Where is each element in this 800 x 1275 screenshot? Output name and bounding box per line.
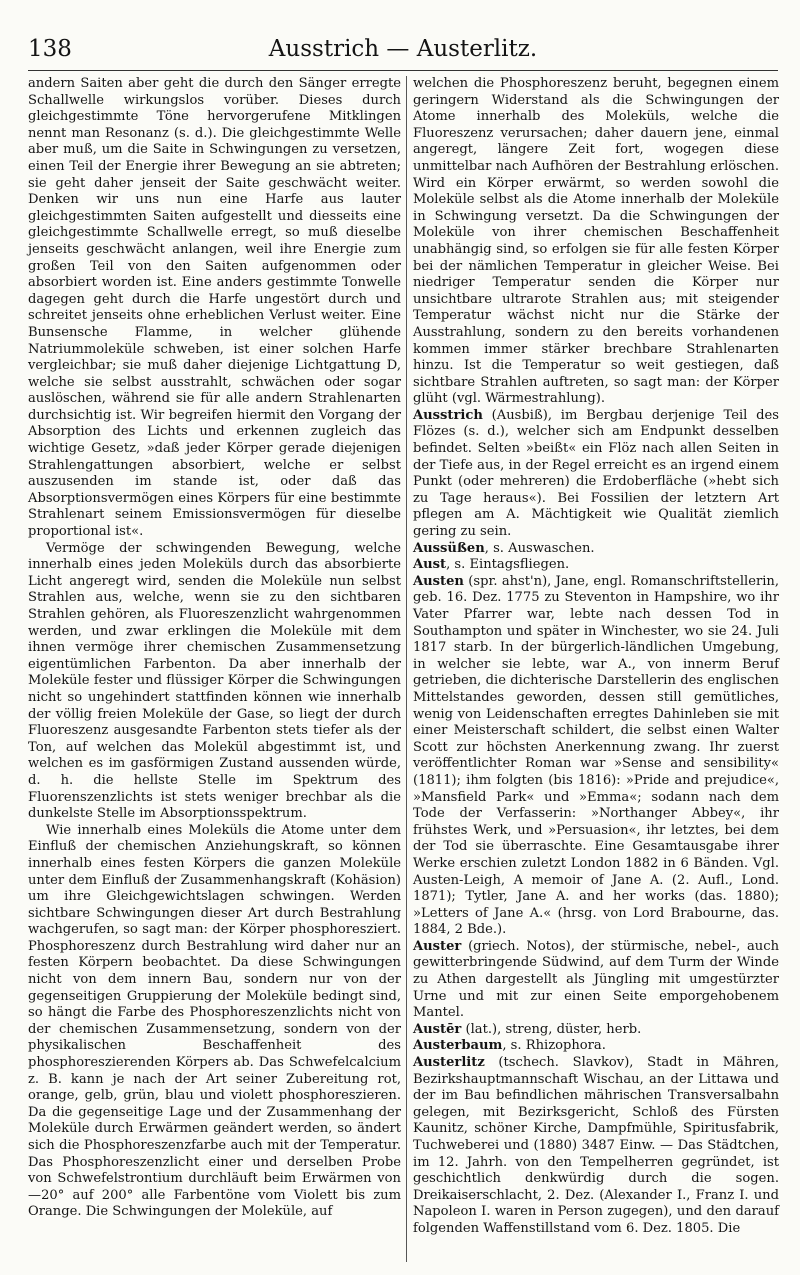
paragraph: andern Saiten aber geht die durch den Sänger erregte Schallwelle wirkungslos vorüber. Dieses durch gleichgestimmte Töne hervorgerufene Mitklingen nennt man Resonanz (s. d.). Die gleichgestimmte Welle aber muß, um die Saite in Schwingungen zu versetzen, einen Teil der Energie ihrer Bewegung an sie abtreten; sie geht daher jenseit der Saite geschwächt weiter. Denken wir uns nun eine Harfe aus lauter gleichgestimmten Saiten aufgestellt und diesseits eine gleichgestimmte Schallwelle erregt, so muß dieselbe jenseits geschwächt anlangen, weil ihre Energie zum großen Teil von den Saiten aufgenommen oder absorbiert worden ist. Eine anders gestimmte Tonwelle dagegen geht durch die Harfe ungestört durch und schreitet jenseits ohne erheblichen Verlust weiter. Eine Bunsensche Flamme, in welcher glühende Natriummoleküle schweben, ist einer solchen Harfe vergleichbar; sie muß daher diejenige Lichtgattung D, welche sie selbst ausstrahlt, schwächen oder sogar auslöschen, während sie für alle andern Strahlenarten durchsichtig ist. Wir begreifen hiermit den Vorgang der Absorption des Lichts und erkennen zugleich das wichtige Gesetz, »daß jeder Körper gerade diejenigen Strahlengattungen absorbiert, welche er selbst auszusenden im stande ist, oder daß das Absorptionsvermögen eines Körpers für eine bestimmte Strahlenart seinem Emissionsvermögen für dieselbe proportional ist«. [28,76,401,540]
entry-lemma: Austerlitz [413,1055,485,1071]
running-head: Ausstrich — Austerlitz. [268,36,538,62]
right-column [413,76,779,1266]
entry-text: (tschech. Slavkov), Stadt in Mähren, Bezirkshauptmannschaft Wischau, an der Littawa und der im Bau befindlichen mährischen Transversalbahn gelegen, mit Bezirksgericht, Schloß des Fürsten Kaunitz, schöner Kirche, Dampfmühle, Spiritusfabrik, Tuchweberei und (1880) 3487 Einw. — Das Städtchen, im 12. Jahrh. von den Tempelherren gegründet, ist geschichtlich denkwürdig durch die sogen. Dreikaiserschlacht, 2. Dez. (Alexander I., Franz I. und Napoleon I. waren in Person zugegen), und den darauf folgenden Waffenstillstand vom 6. Dez. 1805. Die [413,1055,779,1236]
entry-auster [413,939,779,1022]
entry-lemma: Austēr [413,1021,462,1037]
header-rule [28,70,778,71]
entry-auster-lat [413,1022,779,1039]
entry-ausstrich [413,408,779,541]
entry-text: (griech. Notos), der stürmische, nebel-, auch gewitterbringende Südwind, auf dem Turm der Winde zu Athen dargestellt als Jüngling mit umgestürzter Urne und mit zur einen Seite emporgehobenem Mantel. [413,938,779,1021]
entry-text: , s. Eintagsfliegen. [446,557,570,573]
entry-aussuessen [413,541,779,558]
entry-text: , s. Rhizophora. [502,1038,606,1054]
paragraph: Wie innerhalb eines Moleküls die Atome unter dem Einfluß der chemischen Anziehungskraft, so können innerhalb eines festen Körpers die ganzen Moleküle unter dem Einfluß der Zusammenhangskraft (Kohäsion) um ihre Gleichgewichtslagen schwingen. Werden sichtbare Schwingungen dieser Art durch Bestrahlung wachgerufen, so sagt man: der Körper phosphoresziert. Phosphoreszenz durch Bestrahlung wird daher nur an festen Körpern beobachtet. Da diese Schwingungen nicht von dem innern Bau, sondern nur von der gegenseitigen Gruppierung der Moleküle bedingt sind, so hängt die Farbe des Phosphoreszenzlichts nicht von der chemischen Zusammensetzung, sondern von der physikalischen Beschaffenheit des phosphoreszierenden Körpers ab. Das Schwefelcalcium z. B. kann je nach der Art seiner Zubereitung rot, orange, gelb, grün, blau und violett phosphoreszieren. Da die gegenseitige Lage und der Zusammenhang der Moleküle durch Erwärmen geändert werden, so ändert sich die Phosphoreszenzfarbe auch mit der Temperatur. Das Phosphoreszenzlicht einer und derselben Probe von Schwefelstrontium durchläuft beim Erwärmen von —20° auf 200° alle Farbentöne vom Violett bis zum Orange. Die Schwingungen der Moleküle, auf [28,822,401,1220]
entry-lemma: Auster [413,938,462,954]
entry-austen [413,574,779,939]
entry-aust [413,557,779,574]
page-header [28,36,778,68]
paragraph: Vermöge der schwingenden Bewegung, welche innerhalb eines jeden Moleküls durch das absorbierte Licht angeregt wird, senden die Moleküle nun selbst Strahlen aus, welche, wenn sie zu den sichtbaren Strahlen gehören, als Fluoreszenzlicht wahrgenommen werden, und zwar erklingen die Moleküle mit dem ihnen vermöge ihrer chemischen Zusammensetzung eigentümlichen Farbenton. Da aber innerhalb der Moleküle fester und flüssiger Körper die Schwingungen nicht so ungehindert stattfinden können wie innerhalb der völlig freien Moleküle der Gase, so liegt der durch Fluoreszenz ausgesandte Farbenton stets tiefer als der Ton, auf welchen das Molekül abgestimmt ist, und welchen es im gasförmigen Zustand aussenden würde, d. h. die hellste Stelle im Spektrum des Fluorenszenzlichts ist stets weniger brechbar als die dunkelste Stelle im Absorptionsspektrum. [28,540,401,822]
entry-text: (lat.), streng, düster, herb. [461,1021,642,1037]
column-divider [406,76,407,1262]
entry-austerbaum [413,1038,779,1055]
entry-austerlitz [413,1055,779,1238]
entry-lemma: Aussüßen [413,540,485,556]
entry-lemma: Austen [413,573,464,589]
entry-lemma: Ausstrich [413,407,483,423]
entry-text: (spr. ahst'n), Jane, engl. Romanschriftstellerin, geb. 16. Dez. 1775 zu Steventon in Hampshire, wo ihr Vater Pfarrer war, lebte nach dessen Tod in Southampton und später in Winchester, wo sie 24. Juli 1817 starb. In der bürgerlich-ländlichen Umgebung, in welcher sie lebte, war A., von innerm Beruf getrieben, die dichterische Darstellerin des englischen Mittelstandes geworden, dessen still gemütliches, wenig von Leidenschaften erregtes Dahinleben sie mit einer Meisterschaft schildert, die selbst einen Walter Scott zur höchsten Anerkennung zwang. Ihr zuerst veröffentlichter Roman war »Sense and sensibility« (1811); ihm folgten (bis 1816): »Pride and prejudice«, »Mansfield Park« und »Emma«; sodann nach dem Tode der Verfasserin: »Northanger Abbey«, ihr frühstes Werk, und »Persuasion«, ihr letztes, bei dem der Tod sie überraschte. Eine Gesamtausgabe ihrer Werke erschien zuletzt London 1882 in 6 Bänden. Vgl. Austen-Leigh, A memoir of Jane A. (2. Aufl., Lond. 1871); Tytler, Jane A. and her works (das. 1880); »Letters of Jane A.« (hrsg. von Lord Brabourne, das. 1884, 2 Bde.). [413,573,779,938]
left-column [28,76,401,1266]
entry-lemma: Aust [413,557,447,573]
entry-text: (Ausbiß), im Bergbau derjenige Teil des Flözes (s. d.), welcher sich am Endpunkt desselben befindet. Selten »beißt« ein Flöz nach allen Seiten in der Tiefe aus, in der Regel erreicht es an irgend einem Punkt (oder mehreren) die Erdoberfläche (»hebt sich zu Tage heraus«). Bei Fossilien der letztern Art pflegen am A. Mächtigkeit wie Qualität ziemlich gering zu sein. [413,407,779,540]
page-number: 138 [28,36,72,62]
paragraph: welchen die Phosphoreszenz beruht, begegnen einem geringern Widerstand als die Schwingungen der Atome innerhalb des Moleküls, welche die Fluoreszenz verursachen; daher dauern jene, einmal angeregt, längere Zeit fort, wogegen diese unmittelbar nach Aufhören der Bestrahlung erlöschen. Wird ein Körper erwärmt, so werden sowohl die Moleküle selbst als die Atome innerhalb der Moleküle in Schwingung versetzt. Da die Schwingungen der Moleküle von ihrer chemischen Beschaffenheit unabhängig sind, so erfolgen sie für alle festen Körper bei der nämlichen Temperatur in gleicher Weise. Bei niedriger Temperatur senden die Körper nur unsichtbare ultrarote Strahlen aus; mit steigender Temperatur wächst nicht nur die Stärke der Ausstrahlung, sondern zu den bereits vorhandenen kommen immer stärker brechbare Strahlenarten hinzu. Ist die Temperatur so weit gestiegen, daß sichtbare Strahlen auftreten, so sagt man: der Körper glüht (vgl. Wärmestrahlung). [413,76,779,407]
entry-text: , s. Auswaschen. [484,540,595,556]
entry-lemma: Austerbaum [413,1038,503,1054]
